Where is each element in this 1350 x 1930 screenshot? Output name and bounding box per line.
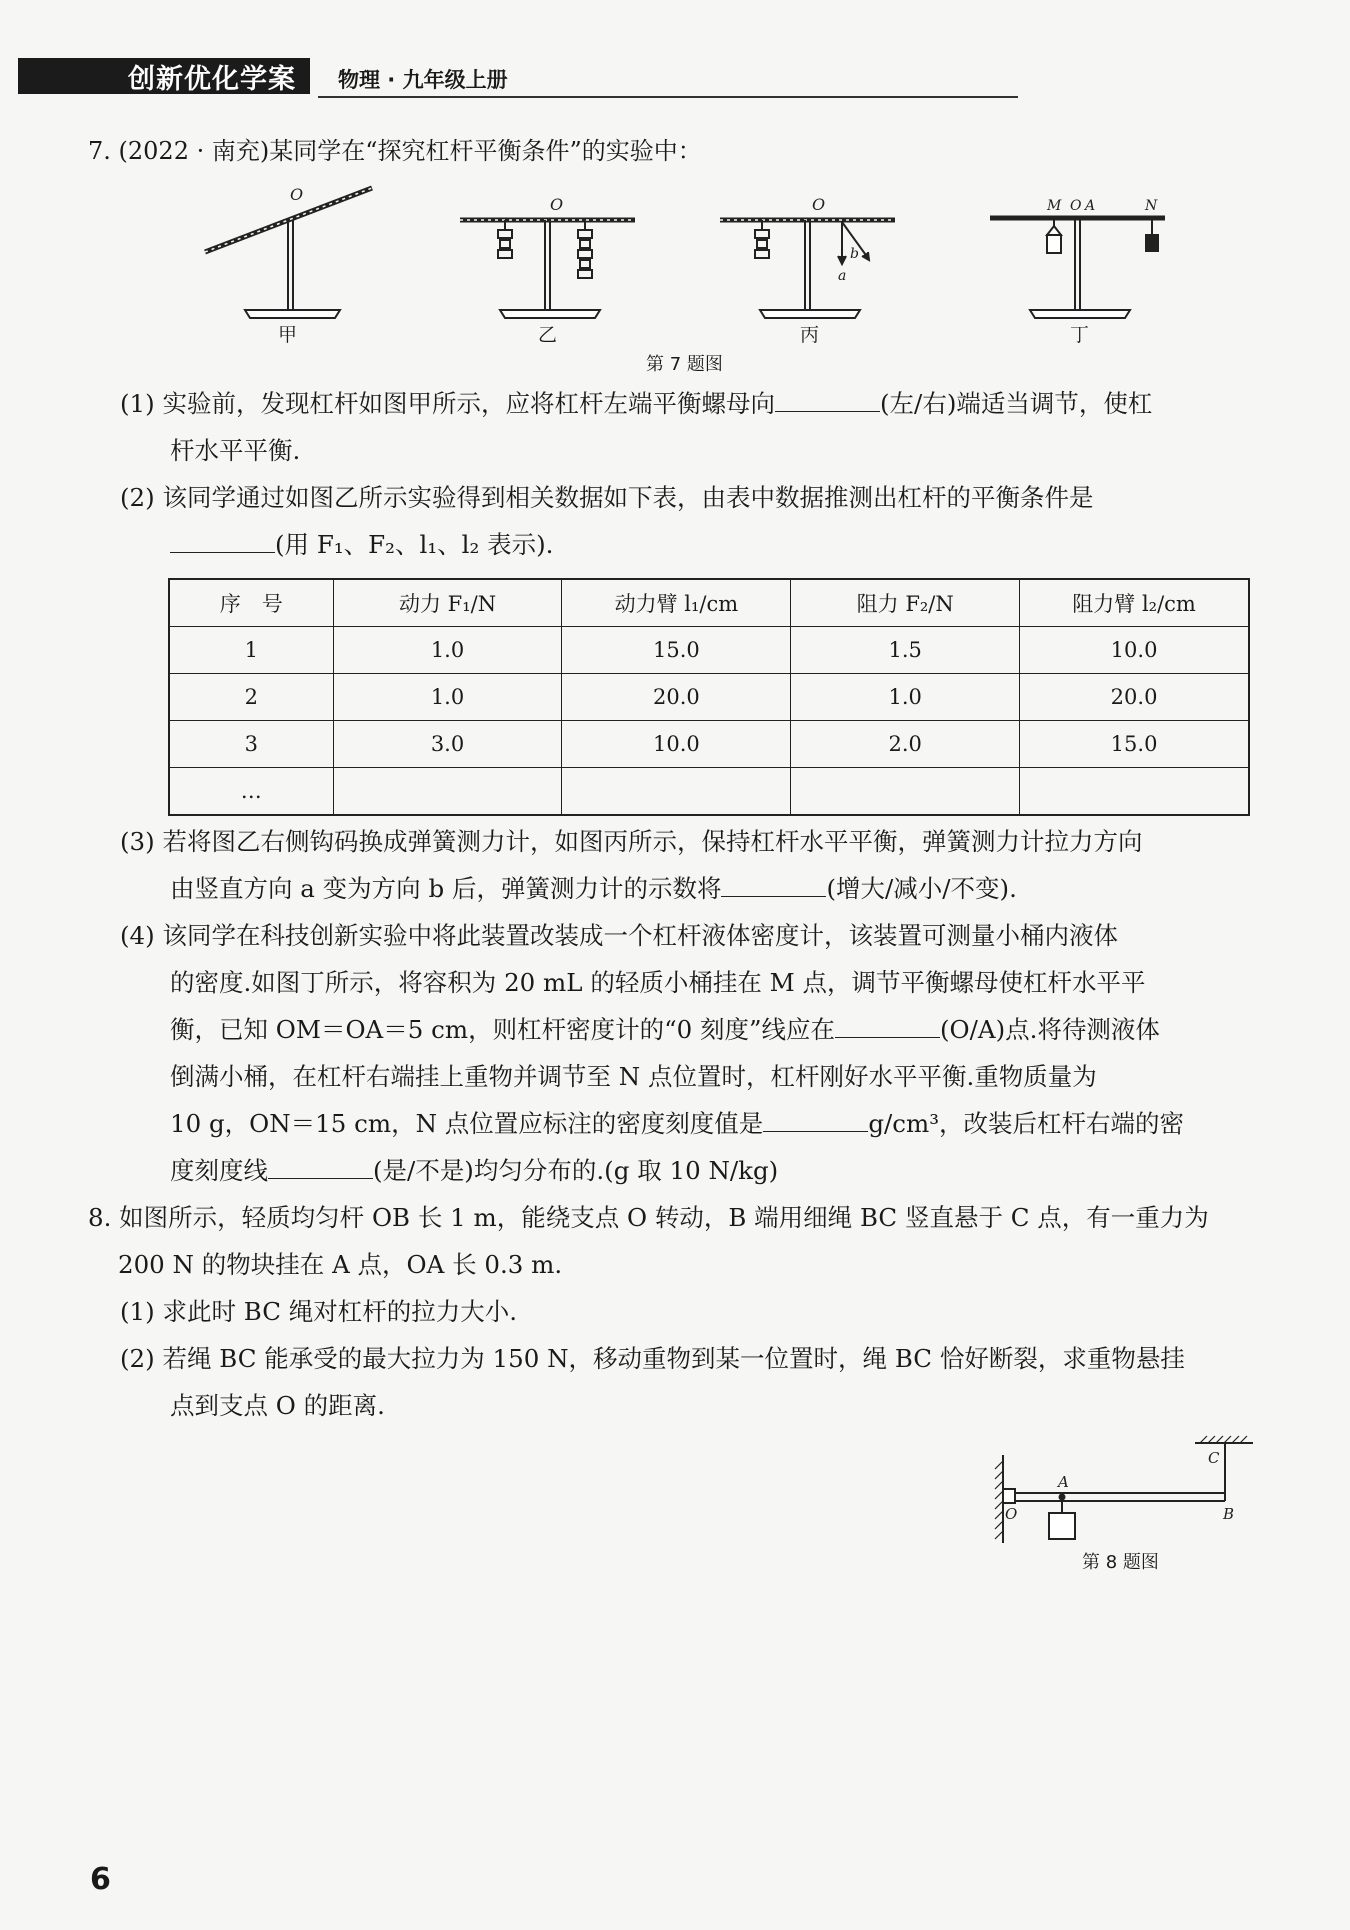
figure-label-bing: 丙 xyxy=(800,324,820,346)
page-number: 6 xyxy=(90,1862,111,1897)
table-header: 动力 F₁/N xyxy=(333,579,562,627)
q8-part2: (2) 若绳 BC 能承受的最大拉力为 150 N，移动重物到某一位置时，绳 BC 恰好断裂，求重物悬挂 点到支点 O 的距离. xyxy=(120,1344,1185,1420)
table-cell: 1.5 xyxy=(791,627,1020,674)
table-header: 阻力 F₂/N xyxy=(791,579,1020,627)
table-cell xyxy=(1020,768,1249,816)
table-cell: 15.0 xyxy=(562,627,791,674)
q7-part1: (1) 实验前，发现杠杆如图甲所示，应将杠杆左端平衡螺母向 (左/右)端适当调节，使杠 杆水平平衡. xyxy=(120,389,1153,465)
header-divider xyxy=(318,96,1018,98)
figure-bing xyxy=(720,220,895,318)
table-row xyxy=(169,627,1249,674)
table-cell: 1.0 xyxy=(333,674,562,721)
svg-text:a: a xyxy=(838,268,847,284)
table-cell: 1.0 xyxy=(333,627,562,674)
answer-blank[interactable] xyxy=(763,1109,868,1132)
q7-stem: 7. (2022 · 南充)某同学在“探究杠杆平衡条件”的实验中： xyxy=(88,137,702,165)
svg-text:N: N xyxy=(1145,198,1158,214)
answer-blank[interactable] xyxy=(775,389,880,412)
table-cell: 20.0 xyxy=(1020,674,1249,721)
table-header: 动力臂 l₁/cm xyxy=(562,579,791,627)
svg-text:A: A xyxy=(1085,198,1096,214)
svg-text:M: M xyxy=(1047,198,1062,214)
table-cell: 1.0 xyxy=(791,674,1020,721)
point-C-label: C xyxy=(1208,1449,1220,1467)
figure-label-jia: 甲 xyxy=(278,324,298,346)
table-row xyxy=(169,768,1249,816)
answer-blank[interactable] xyxy=(268,1156,373,1179)
q8-figure-caption: 第 8 题图 xyxy=(1082,1552,1159,1573)
figure-jia xyxy=(205,188,372,318)
svg-text:O: O xyxy=(290,185,304,204)
table-cell xyxy=(562,768,791,816)
q8-stem: 8. 如图所示，轻质均匀杆 OB 长 1 m，能绕支点 O 转动，B 端用细绳 BC 竖直悬于 C 点，有一重力为 200 N 的物块挂在 A 点，OA 长 0.3 m. xyxy=(88,1203,1209,1279)
page-header xyxy=(18,56,1318,100)
q8-part1: (1) 求此时 BC 绳对杠杆的拉力大小. xyxy=(120,1297,518,1326)
table-cell: 10.0 xyxy=(562,721,791,768)
figure-label-yi: 乙 xyxy=(538,324,558,346)
point-O-label: O xyxy=(1005,1505,1018,1523)
q7-figure-caption: 第 7 题图 xyxy=(646,354,723,375)
table-header: 阻力臂 l₂/cm xyxy=(1020,579,1249,627)
answer-blank[interactable] xyxy=(721,874,826,897)
figure-label-ding: 丁 xyxy=(1070,324,1090,346)
table-cell xyxy=(791,768,1020,816)
table-cell xyxy=(333,768,562,816)
subject-title: 物理 · 九年级上册 xyxy=(338,68,508,92)
point-A-label: A xyxy=(1058,1473,1069,1491)
table-cell: 2.0 xyxy=(791,721,1020,768)
table-cell: 3 xyxy=(169,721,333,768)
figure-ding xyxy=(990,218,1165,318)
table-row xyxy=(169,721,1249,768)
svg-text:O: O xyxy=(550,195,564,214)
svg-text:b: b xyxy=(850,246,859,262)
q7-part2: (2) 该同学通过如图乙所示实验得到相关数据如下表，由表中数据推测出杠杆的平衡条件是 (用 F₁、F₂、l₁、l₂ 表示). xyxy=(120,483,1094,559)
table-cell: 3.0 xyxy=(333,721,562,768)
q7-part4: (4) 该同学在科技创新实验中将此装置改装成一个杠杆液体密度计，该装置可测量小桶内液体 的密度.如图丁所示，将容积为 20 mL 的轻质小桶挂在 M 点，调节平衡螺母使杠杆水平平 衡，已知 OM＝OA＝5 cm，则杠杆密度计的“0 刻度”线应在 (O/A)点.将待测液体 倒满小桶，在杠杆右端挂上重物并调节至 N 点位置时，杠杆刚好水平平衡.重物质量为 10 g，ON＝15 cm，N 点位置应标注的密度刻度值是 g/cm³，改装后杠杆右端的密 度刻度线 (是/不是)均匀分布的.(g 取 10 N/kg) xyxy=(120,921,1185,1185)
table-row xyxy=(169,674,1249,721)
svg-text:O: O xyxy=(1070,198,1082,214)
q7-data-table xyxy=(168,578,1250,816)
answer-blank[interactable] xyxy=(170,530,275,553)
table-cell: … xyxy=(169,768,333,816)
figure-yi xyxy=(460,220,635,318)
point-B-label: B xyxy=(1223,1505,1235,1523)
q8-figure xyxy=(985,1435,1255,1545)
svg-text:O: O xyxy=(812,195,826,214)
q7-part3: (3) 若将图乙右侧钩码换成弹簧测力计，如图丙所示，保持杠杆水平平衡，弹簧测力计拉力方向 由竖直方向 a 变为方向 b 后，弹簧测力计的示数将 (增大/减小/不变). xyxy=(120,827,1143,903)
table-cell: 20.0 xyxy=(562,674,791,721)
table-cell: 2 xyxy=(169,674,333,721)
table-header: 序 号 xyxy=(169,579,333,627)
answer-blank[interactable] xyxy=(835,1015,940,1038)
table-cell: 1 xyxy=(169,627,333,674)
brand-logo: 创新优化学案 xyxy=(18,58,310,94)
table-cell: 10.0 xyxy=(1020,627,1249,674)
table-cell: 15.0 xyxy=(1020,721,1249,768)
